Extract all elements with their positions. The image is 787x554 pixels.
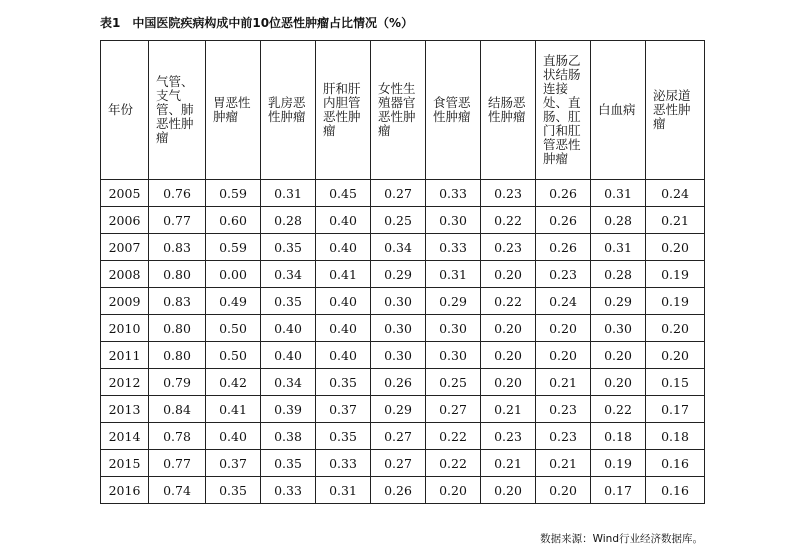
header-colon: 结肠恶性肿瘤 [481,41,536,180]
year-cell: 2014 [101,423,149,450]
header-breast: 乳房恶性肿瘤 [261,41,316,180]
value-cell: 0.29 [426,288,481,315]
value-cell: 0.20 [591,342,646,369]
value-cell: 0.16 [646,477,705,504]
value-cell: 0.20 [646,315,705,342]
table-row [101,288,705,315]
value-cell: 0.83 [149,288,206,315]
table-row [101,369,705,396]
value-cell: 0.60 [206,207,261,234]
value-cell: 0.77 [149,207,206,234]
table-row [101,477,705,504]
value-cell: 0.41 [316,261,371,288]
value-cell: 0.00 [206,261,261,288]
value-cell: 0.20 [481,342,536,369]
value-cell: 0.33 [426,234,481,261]
year-cell: 2005 [101,180,149,207]
value-cell: 0.35 [261,450,316,477]
value-cell: 0.17 [646,396,705,423]
value-cell: 0.26 [536,234,591,261]
value-cell: 0.27 [426,396,481,423]
value-cell: 0.37 [316,396,371,423]
value-cell: 0.30 [371,315,426,342]
value-cell: 0.18 [591,423,646,450]
header-row [101,41,705,180]
value-cell: 0.23 [536,396,591,423]
value-cell: 0.40 [316,207,371,234]
value-cell: 0.20 [536,342,591,369]
value-cell: 0.31 [316,477,371,504]
value-cell: 0.18 [646,423,705,450]
value-cell: 0.35 [261,234,316,261]
value-cell: 0.25 [371,207,426,234]
value-cell: 0.30 [371,342,426,369]
value-cell: 0.21 [646,207,705,234]
value-cell: 0.20 [481,315,536,342]
header-rectum: 直肠乙状结肠连接处、直肠、肛门和肛管恶性肿瘤 [536,41,591,180]
value-cell: 0.29 [371,396,426,423]
value-cell: 0.20 [481,477,536,504]
value-cell: 0.40 [206,423,261,450]
value-cell: 0.23 [481,423,536,450]
table-row [101,423,705,450]
value-cell: 0.29 [371,261,426,288]
value-cell: 0.21 [536,369,591,396]
value-cell: 0.31 [591,234,646,261]
value-cell: 0.22 [481,207,536,234]
value-cell: 0.31 [591,180,646,207]
year-cell: 2015 [101,450,149,477]
value-cell: 0.20 [481,369,536,396]
year-cell: 2012 [101,369,149,396]
value-cell: 0.20 [536,315,591,342]
value-cell: 0.33 [316,450,371,477]
value-cell: 0.26 [536,207,591,234]
value-cell: 0.59 [206,180,261,207]
header-female-genital: 女性生殖器官恶性肿瘤 [371,41,426,180]
year-cell: 2010 [101,315,149,342]
value-cell: 0.31 [426,261,481,288]
value-cell: 0.50 [206,315,261,342]
value-cell: 0.16 [646,450,705,477]
value-cell: 0.31 [261,180,316,207]
value-cell: 0.49 [206,288,261,315]
value-cell: 0.35 [316,423,371,450]
table-row [101,261,705,288]
value-cell: 0.40 [316,315,371,342]
table-row [101,234,705,261]
table-row [101,342,705,369]
value-cell: 0.40 [261,342,316,369]
value-cell: 0.20 [646,234,705,261]
value-cell: 0.40 [316,288,371,315]
value-cell: 0.24 [536,288,591,315]
value-cell: 0.19 [646,288,705,315]
value-cell: 0.21 [481,450,536,477]
value-cell: 0.80 [149,261,206,288]
value-cell: 0.80 [149,315,206,342]
value-cell: 0.38 [261,423,316,450]
value-cell: 0.20 [591,369,646,396]
value-cell: 0.26 [536,180,591,207]
value-cell: 0.35 [261,288,316,315]
value-cell: 0.22 [426,450,481,477]
table-row [101,396,705,423]
value-cell: 0.27 [371,180,426,207]
header-urinary: 泌尿道恶性肿瘤 [646,41,705,180]
value-cell: 0.27 [371,450,426,477]
value-cell: 0.59 [206,234,261,261]
value-cell: 0.20 [481,261,536,288]
value-cell: 0.28 [261,207,316,234]
value-cell: 0.78 [149,423,206,450]
table-row [101,207,705,234]
value-cell: 0.80 [149,342,206,369]
source-note: 数据来源：Wind行业经济数据库。 [540,533,703,545]
table-body [101,180,705,504]
year-cell: 2013 [101,396,149,423]
value-cell: 0.40 [261,315,316,342]
value-cell: 0.22 [591,396,646,423]
data-table [100,40,705,504]
table-row [101,180,705,207]
value-cell: 0.21 [536,450,591,477]
value-cell: 0.24 [646,180,705,207]
value-cell: 0.33 [426,180,481,207]
value-cell: 0.29 [591,288,646,315]
header-leukemia: 白血病 [591,41,646,180]
value-cell: 0.23 [536,423,591,450]
value-cell: 0.45 [316,180,371,207]
value-cell: 0.27 [371,423,426,450]
value-cell: 0.22 [426,423,481,450]
value-cell: 0.28 [591,207,646,234]
value-cell: 0.42 [206,369,261,396]
value-cell: 0.74 [149,477,206,504]
year-cell: 2007 [101,234,149,261]
value-cell: 0.34 [261,261,316,288]
value-cell: 0.35 [316,369,371,396]
value-cell: 0.17 [591,477,646,504]
value-cell: 0.30 [426,315,481,342]
value-cell: 0.21 [481,396,536,423]
value-cell: 0.22 [481,288,536,315]
value-cell: 0.23 [536,261,591,288]
value-cell: 0.25 [426,369,481,396]
value-cell: 0.35 [206,477,261,504]
value-cell: 0.20 [536,477,591,504]
table-row [101,450,705,477]
value-cell: 0.30 [426,207,481,234]
value-cell: 0.84 [149,396,206,423]
value-cell: 0.20 [426,477,481,504]
year-cell: 2011 [101,342,149,369]
year-cell: 2016 [101,477,149,504]
value-cell: 0.41 [206,396,261,423]
header-year: 年份 [101,41,149,180]
year-cell: 2006 [101,207,149,234]
header-stomach: 胃恶性肿瘤 [206,41,261,180]
value-cell: 0.83 [149,234,206,261]
value-cell: 0.40 [316,342,371,369]
value-cell: 0.19 [646,261,705,288]
value-cell: 0.26 [371,369,426,396]
value-cell: 0.30 [426,342,481,369]
table-row [101,315,705,342]
value-cell: 0.34 [261,369,316,396]
value-cell: 0.20 [646,342,705,369]
value-cell: 0.23 [481,234,536,261]
value-cell: 0.50 [206,342,261,369]
year-cell: 2008 [101,261,149,288]
value-cell: 0.19 [591,450,646,477]
value-cell: 0.23 [481,180,536,207]
header-esophagus: 食管恶性肿瘤 [426,41,481,180]
value-cell: 0.30 [371,288,426,315]
year-cell: 2009 [101,288,149,315]
value-cell: 0.15 [646,369,705,396]
value-cell: 0.26 [371,477,426,504]
value-cell: 0.77 [149,450,206,477]
value-cell: 0.39 [261,396,316,423]
header-lung: 气管、支气管、肺恶性肿瘤 [149,41,206,180]
table-title: 表1 中国医院疾病构成中前10位恶性肿瘤占比情况（%） [100,16,414,30]
value-cell: 0.33 [261,477,316,504]
value-cell: 0.30 [591,315,646,342]
value-cell: 0.40 [316,234,371,261]
header-liver: 肝和肝内胆管恶性肿瘤 [316,41,371,180]
value-cell: 0.37 [206,450,261,477]
value-cell: 0.34 [371,234,426,261]
value-cell: 0.76 [149,180,206,207]
value-cell: 0.79 [149,369,206,396]
value-cell: 0.28 [591,261,646,288]
